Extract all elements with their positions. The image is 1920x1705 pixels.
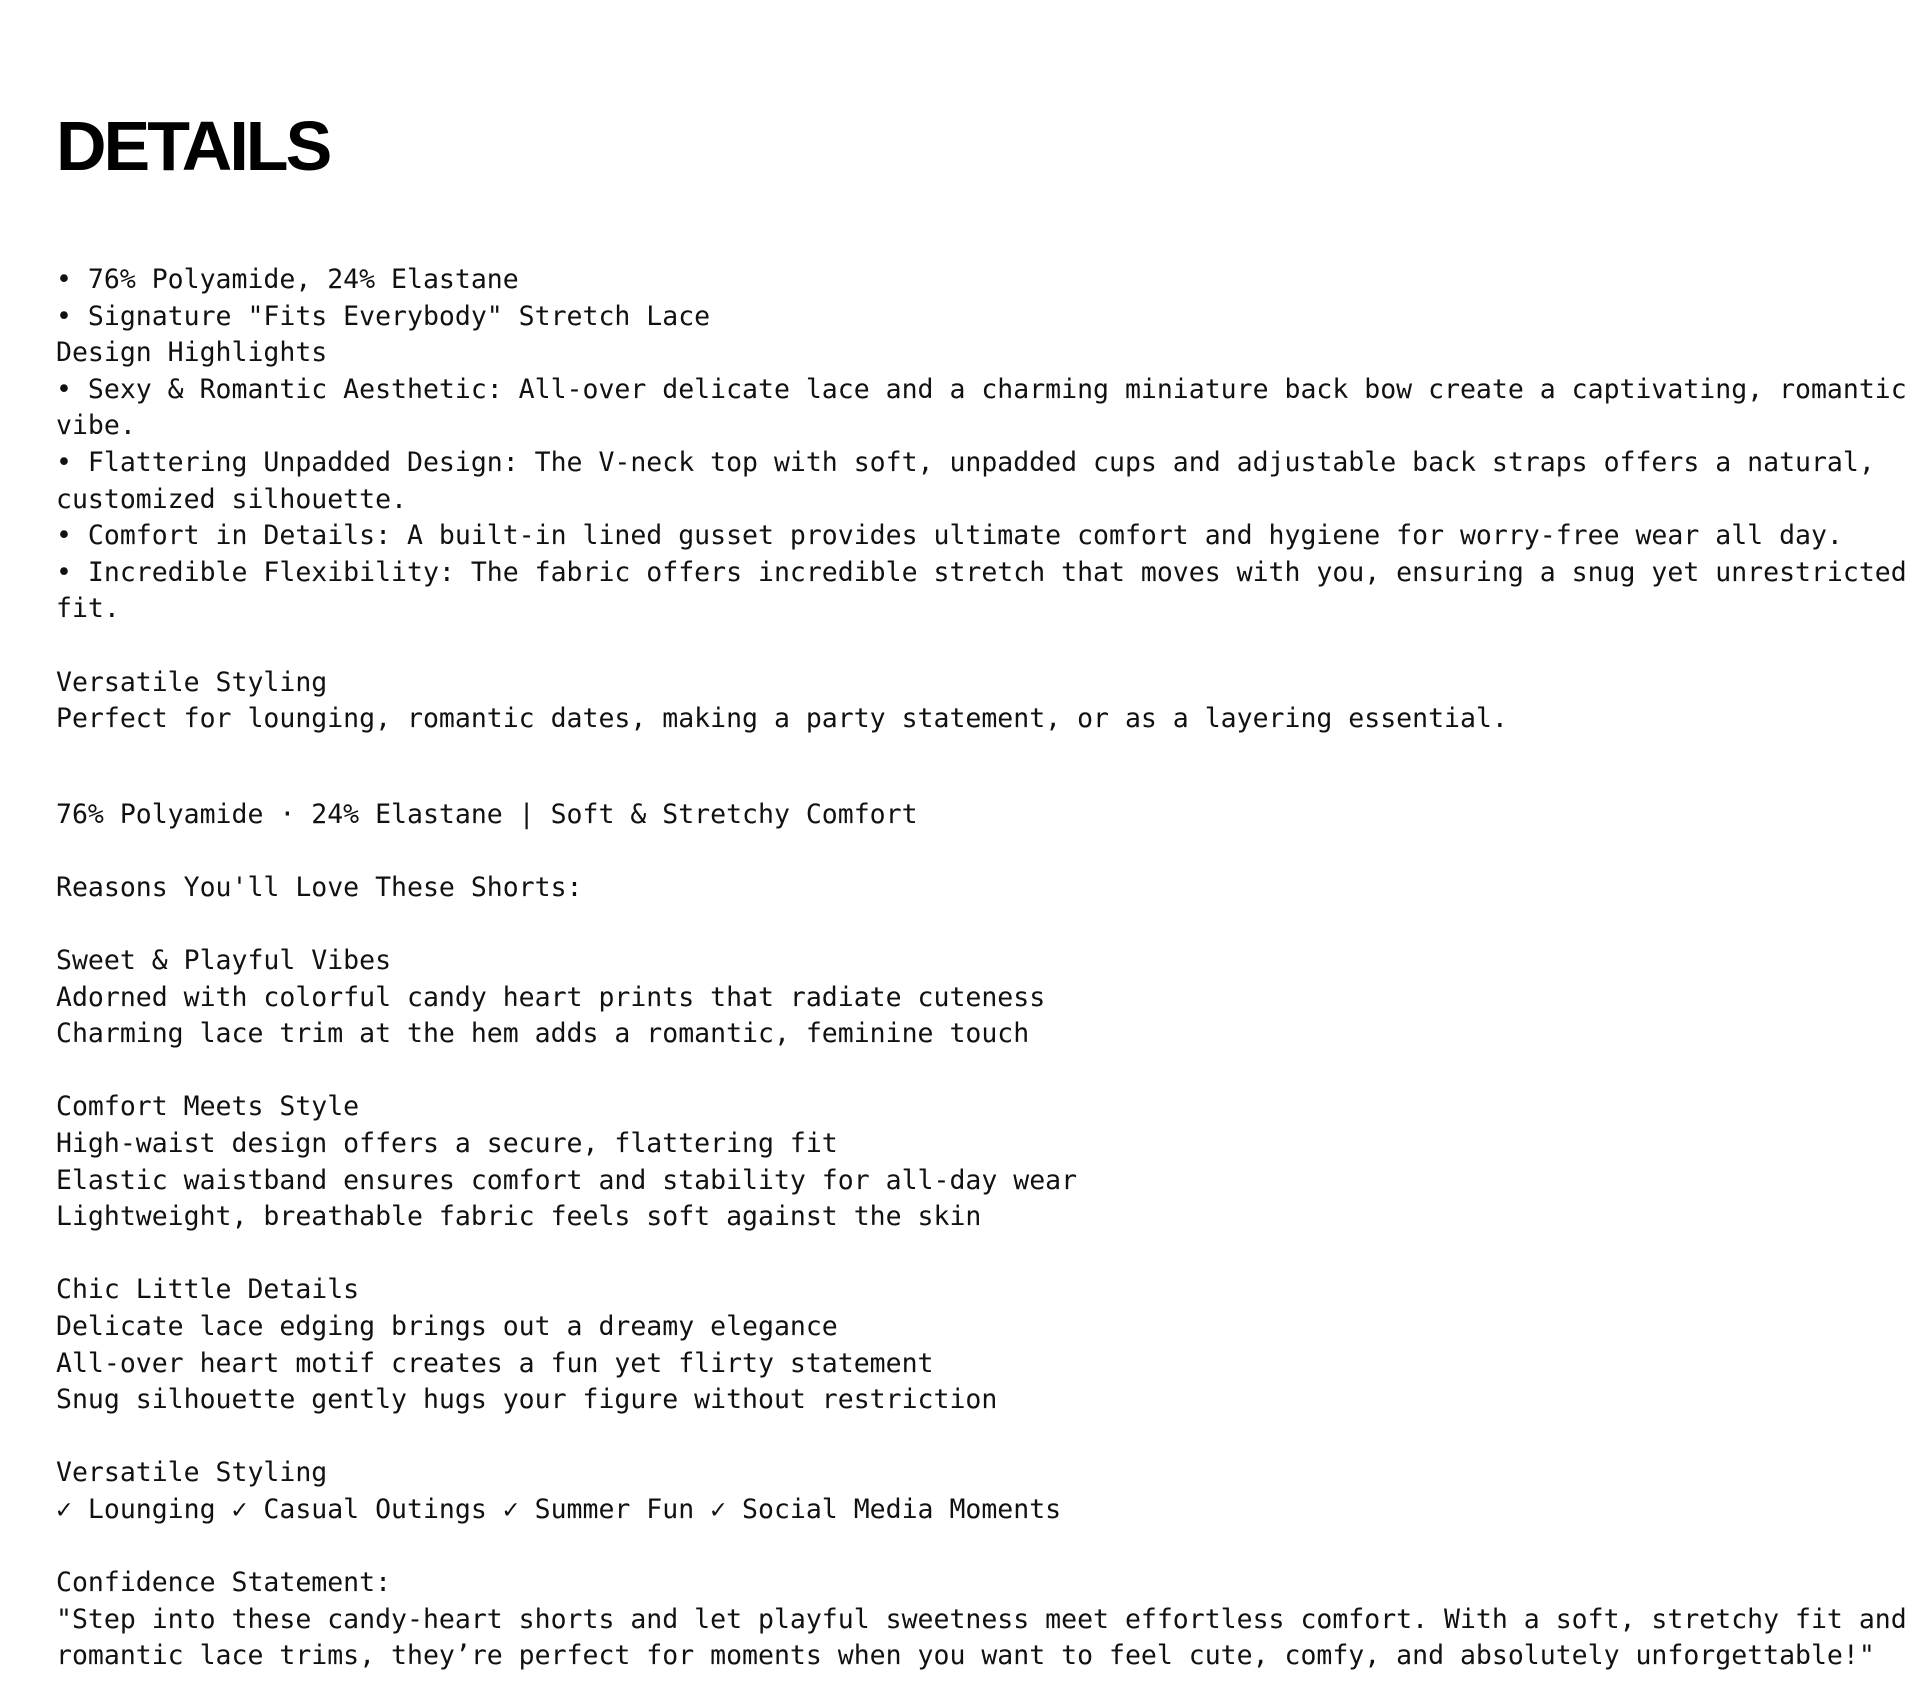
- spacer: [56, 1419, 1886, 1456]
- group-title-comfort-style: Comfort Meets Style: [56, 1091, 360, 1123]
- list-item: Elastic waistband ensures comfort and stability for all-day wear: [56, 1164, 1078, 1196]
- group-title-versatile-styling: Versatile Styling: [56, 1457, 328, 1489]
- material-bullet: • 76% Polyamide, 24% Elastane: [56, 264, 519, 295]
- spacer: [56, 628, 1886, 665]
- spacer: [56, 1053, 1886, 1090]
- unpadded-design-bullet-continued: customized silhouette.: [56, 483, 407, 515]
- list-item: Lightweight, breathable fabric feels soft against the skin: [56, 1201, 982, 1233]
- list-item: Charming lace trim at the hem adds a romantic, feminine touch: [56, 1018, 1030, 1050]
- versatile-styling-title: Versatile Styling: [56, 666, 328, 698]
- list-item: High-waist design offers a secure, flattering fit: [56, 1128, 838, 1160]
- reasons-title: Reasons You'll Love These Shorts:: [56, 871, 583, 903]
- spacer: [56, 907, 1886, 944]
- lace-bullet: • Signature "Fits Everybody" Stretch Lace: [56, 300, 711, 332]
- flexibility-bullet: • Incredible Flexibility: The fabric offers incredible stretch that moves with you, ensuring a snug yet unrestricted: [56, 556, 1907, 588]
- list-item: All-over heart motif creates a fun yet flirty statement: [56, 1347, 934, 1379]
- group-title-chic-details: Chic Little Details: [56, 1274, 360, 1306]
- comfort-details-bullet: • Comfort in Details: A built-in lined gusset provides ultimate comfort and hygiene for worry-free wear all day.: [56, 520, 1843, 552]
- section-divider-space: [56, 738, 1886, 797]
- versatile-styling-text: Perfect for lounging, romantic dates, making a party statement, or as a layering essential.: [56, 703, 1508, 735]
- unpadded-design-bullet: • Flattering Unpadded Design: The V-neck top with soft, unpadded cups and adjustable back straps offers a natural,: [56, 446, 1875, 478]
- confidence-quote-line-2: romantic lace trims, they’re perfect for moments when you want to feel cute, comfy, and absolutely unforgettable!": [56, 1640, 1875, 1672]
- spacer: [56, 1529, 1886, 1566]
- aesthetic-bullet-continued: vibe.: [56, 410, 136, 442]
- confidence-title: Confidence Statement:: [56, 1567, 392, 1599]
- details-heading: DETAILS: [56, 107, 330, 185]
- list-item: Delicate lace edging brings out a dreamy elegance: [56, 1311, 838, 1343]
- flexibility-bullet-continued: fit.: [56, 593, 120, 625]
- details-body: [56, 262, 1907, 1675]
- spacer: [56, 833, 1886, 870]
- group-title-sweet-playful: Sweet & Playful Vibes: [56, 945, 392, 977]
- list-item: Snug silhouette gently hugs your figure without restriction: [56, 1384, 998, 1416]
- fabric-summary-line: 76% Polyamide · 24% Elastane | Soft & Stretchy Comfort: [56, 798, 918, 830]
- product-details-page: [56, 0, 1907, 1675]
- list-item: Adorned with colorful candy heart prints that radiate cuteness: [56, 981, 1046, 1013]
- design-highlights-title: Design Highlights: [56, 337, 328, 369]
- aesthetic-bullet: • Sexy & Romantic Aesthetic: All-over delicate lace and a charming miniature back bow create a captivating, romantic: [56, 373, 1907, 405]
- styling-checklist: ✓ Lounging ✓ Casual Outings ✓ Summer Fun ✓ Social Media Moments: [56, 1494, 1062, 1525]
- confidence-quote-line-1: "Step into these candy-heart shorts and let playful sweetness meet effortless comfort. With a soft, stretchy fit and: [56, 1603, 1907, 1635]
- spacer: [56, 1236, 1886, 1273]
